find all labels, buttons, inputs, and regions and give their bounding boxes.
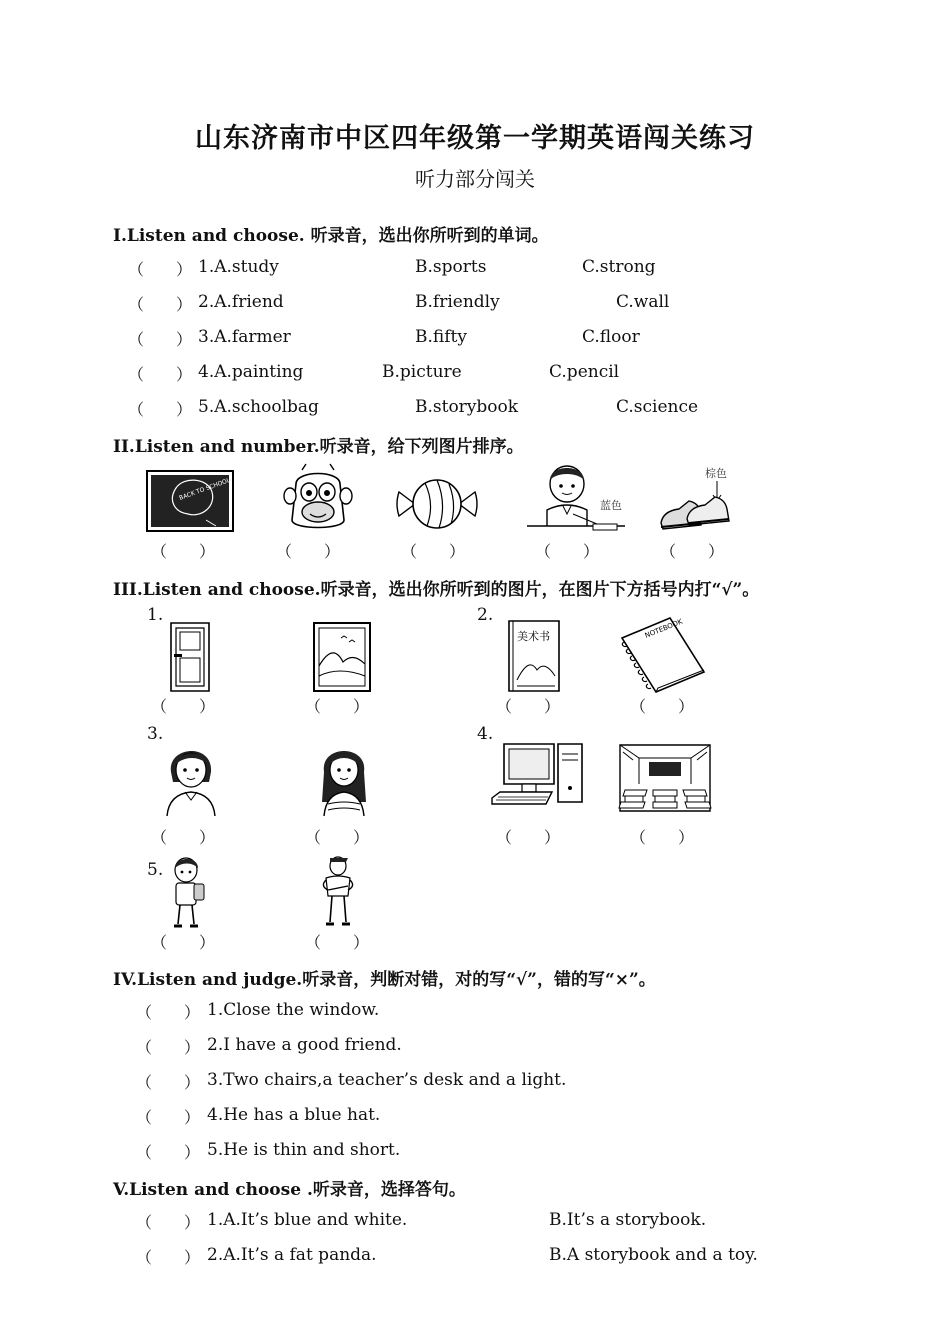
answer-blank[interactable]: （ ） xyxy=(136,1108,201,1127)
girl-long-hair-icon xyxy=(316,742,372,816)
group-number: 1. xyxy=(147,605,164,625)
window-picture-icon xyxy=(313,622,371,692)
option-c: C.pencil xyxy=(549,362,620,382)
judge-sentence: 1.Close the window. xyxy=(207,1000,380,1020)
boy-at-desk-icon xyxy=(527,462,627,536)
answer-blank[interactable]: （ ） xyxy=(136,1248,201,1267)
section-4-heading: IV.Listen and judge.听录音，判断对错，对的写“√”，错的写“×”。 xyxy=(113,970,656,990)
answer-blank[interactable]: （ ） xyxy=(305,933,370,952)
option-c: C.science xyxy=(616,397,699,417)
answer-blank[interactable]: （ ） xyxy=(276,542,341,561)
answer-blank[interactable]: （ ） xyxy=(128,330,193,349)
candy-icon xyxy=(395,472,479,536)
answer-blank[interactable]: （ ） xyxy=(401,542,466,561)
group-number: 4. xyxy=(477,724,494,744)
brown-label: 棕色 xyxy=(705,467,727,480)
answer-blank[interactable]: （ ） xyxy=(660,542,725,561)
page-title: 山东济南市中区四年级第一学期英语闯关练习 xyxy=(195,123,755,154)
answer-blank[interactable]: （ ） xyxy=(151,697,216,716)
answer-blank[interactable]: （ ） xyxy=(128,365,193,384)
answer-blank[interactable]: （ ） xyxy=(128,260,193,279)
answer-blank[interactable]: （ ） xyxy=(305,828,370,847)
shoes-icon xyxy=(659,463,735,535)
door-icon xyxy=(170,622,210,692)
option-b: B.friendly xyxy=(415,292,500,312)
option-b: B.fifty xyxy=(415,327,467,347)
option-b: B.A storybook and a toy. xyxy=(549,1245,758,1265)
blue-label: 蓝色 xyxy=(600,499,622,512)
notebook-icon xyxy=(618,616,708,694)
option-b: B.picture xyxy=(382,362,462,382)
answer-blank[interactable]: （ ） xyxy=(136,1143,201,1162)
judge-sentence: 2.I have a good friend. xyxy=(207,1035,402,1055)
judge-sentence: 4.He has a blue hat. xyxy=(207,1105,381,1125)
answer-blank[interactable]: （ ） xyxy=(136,1003,201,1022)
option-a: 5.A.schoolbag xyxy=(198,397,319,417)
answer-blank[interactable]: （ ） xyxy=(496,697,561,716)
answer-blank[interactable]: （ ） xyxy=(136,1213,201,1232)
option-b: B.storybook xyxy=(415,397,519,417)
boy-schoolbag-icon xyxy=(168,856,208,930)
notebook-label: NOTEBOOK xyxy=(643,617,684,640)
answer-blank[interactable]: （ ） xyxy=(151,933,216,952)
section-1-heading: I.Listen and choose. 听录音，选出你所听到的单词。 xyxy=(113,226,549,246)
monkey-schoolbag-icon xyxy=(282,464,354,536)
option-b: B.It’s a storybook. xyxy=(549,1210,707,1230)
answer-blank[interactable]: （ ） xyxy=(630,828,695,847)
option-a: 1.A.study xyxy=(198,257,279,277)
option-c: C.strong xyxy=(582,257,656,277)
answer-blank[interactable]: （ ） xyxy=(630,697,695,716)
answer-blank[interactable]: （ ） xyxy=(535,542,600,561)
answer-blank[interactable]: （ ） xyxy=(496,828,561,847)
strong-man-icon xyxy=(318,856,358,930)
option-a: 4.A.painting xyxy=(198,362,304,382)
answer-blank[interactable]: （ ） xyxy=(136,1038,201,1057)
option-a: 2.A.It’s a fat panda. xyxy=(207,1245,377,1265)
group-number: 3. xyxy=(147,724,164,744)
option-a: 3.A.farmer xyxy=(198,327,291,347)
group-number: 5. xyxy=(147,860,164,880)
art-book-icon xyxy=(505,620,561,692)
answer-blank[interactable]: （ ） xyxy=(136,1073,201,1092)
answer-blank[interactable]: （ ） xyxy=(151,828,216,847)
option-a: 1.A.It’s blue and white. xyxy=(207,1210,408,1230)
girl-short-hair-icon xyxy=(163,742,219,816)
art-book-title: 美术书 xyxy=(517,630,550,643)
answer-blank[interactable]: （ ） xyxy=(128,400,193,419)
answer-blank[interactable]: （ ） xyxy=(305,697,370,716)
option-a: 2.A.friend xyxy=(198,292,284,312)
classroom-icon xyxy=(619,744,711,812)
group-number: 2. xyxy=(477,605,494,625)
blackboard-icon xyxy=(146,470,234,534)
answer-blank[interactable]: （ ） xyxy=(128,295,193,314)
section-2-heading: II.Listen and number.听录音，给下列图片排序。 xyxy=(113,437,524,457)
option-c: C.floor xyxy=(582,327,640,347)
computer-icon xyxy=(490,742,586,812)
section-3-heading: III.Listen and choose.听录音，选出你所听到的图片，在图片下方括号内打“√”。 xyxy=(113,580,760,600)
option-b: B.sports xyxy=(415,257,487,277)
blackboard-text: BACK TO SCHOOL xyxy=(178,476,232,502)
judge-sentence: 3.Two chairs,a teacher’s desk and a light. xyxy=(207,1070,567,1090)
judge-sentence: 5.He is thin and short. xyxy=(207,1140,401,1160)
section-5-heading: V.Listen and choose .听录音，选择答句。 xyxy=(113,1180,466,1200)
option-c: C.wall xyxy=(616,292,670,312)
page-subtitle: 听力部分闯关 xyxy=(415,167,535,191)
answer-blank[interactable]: （ ） xyxy=(151,542,216,561)
